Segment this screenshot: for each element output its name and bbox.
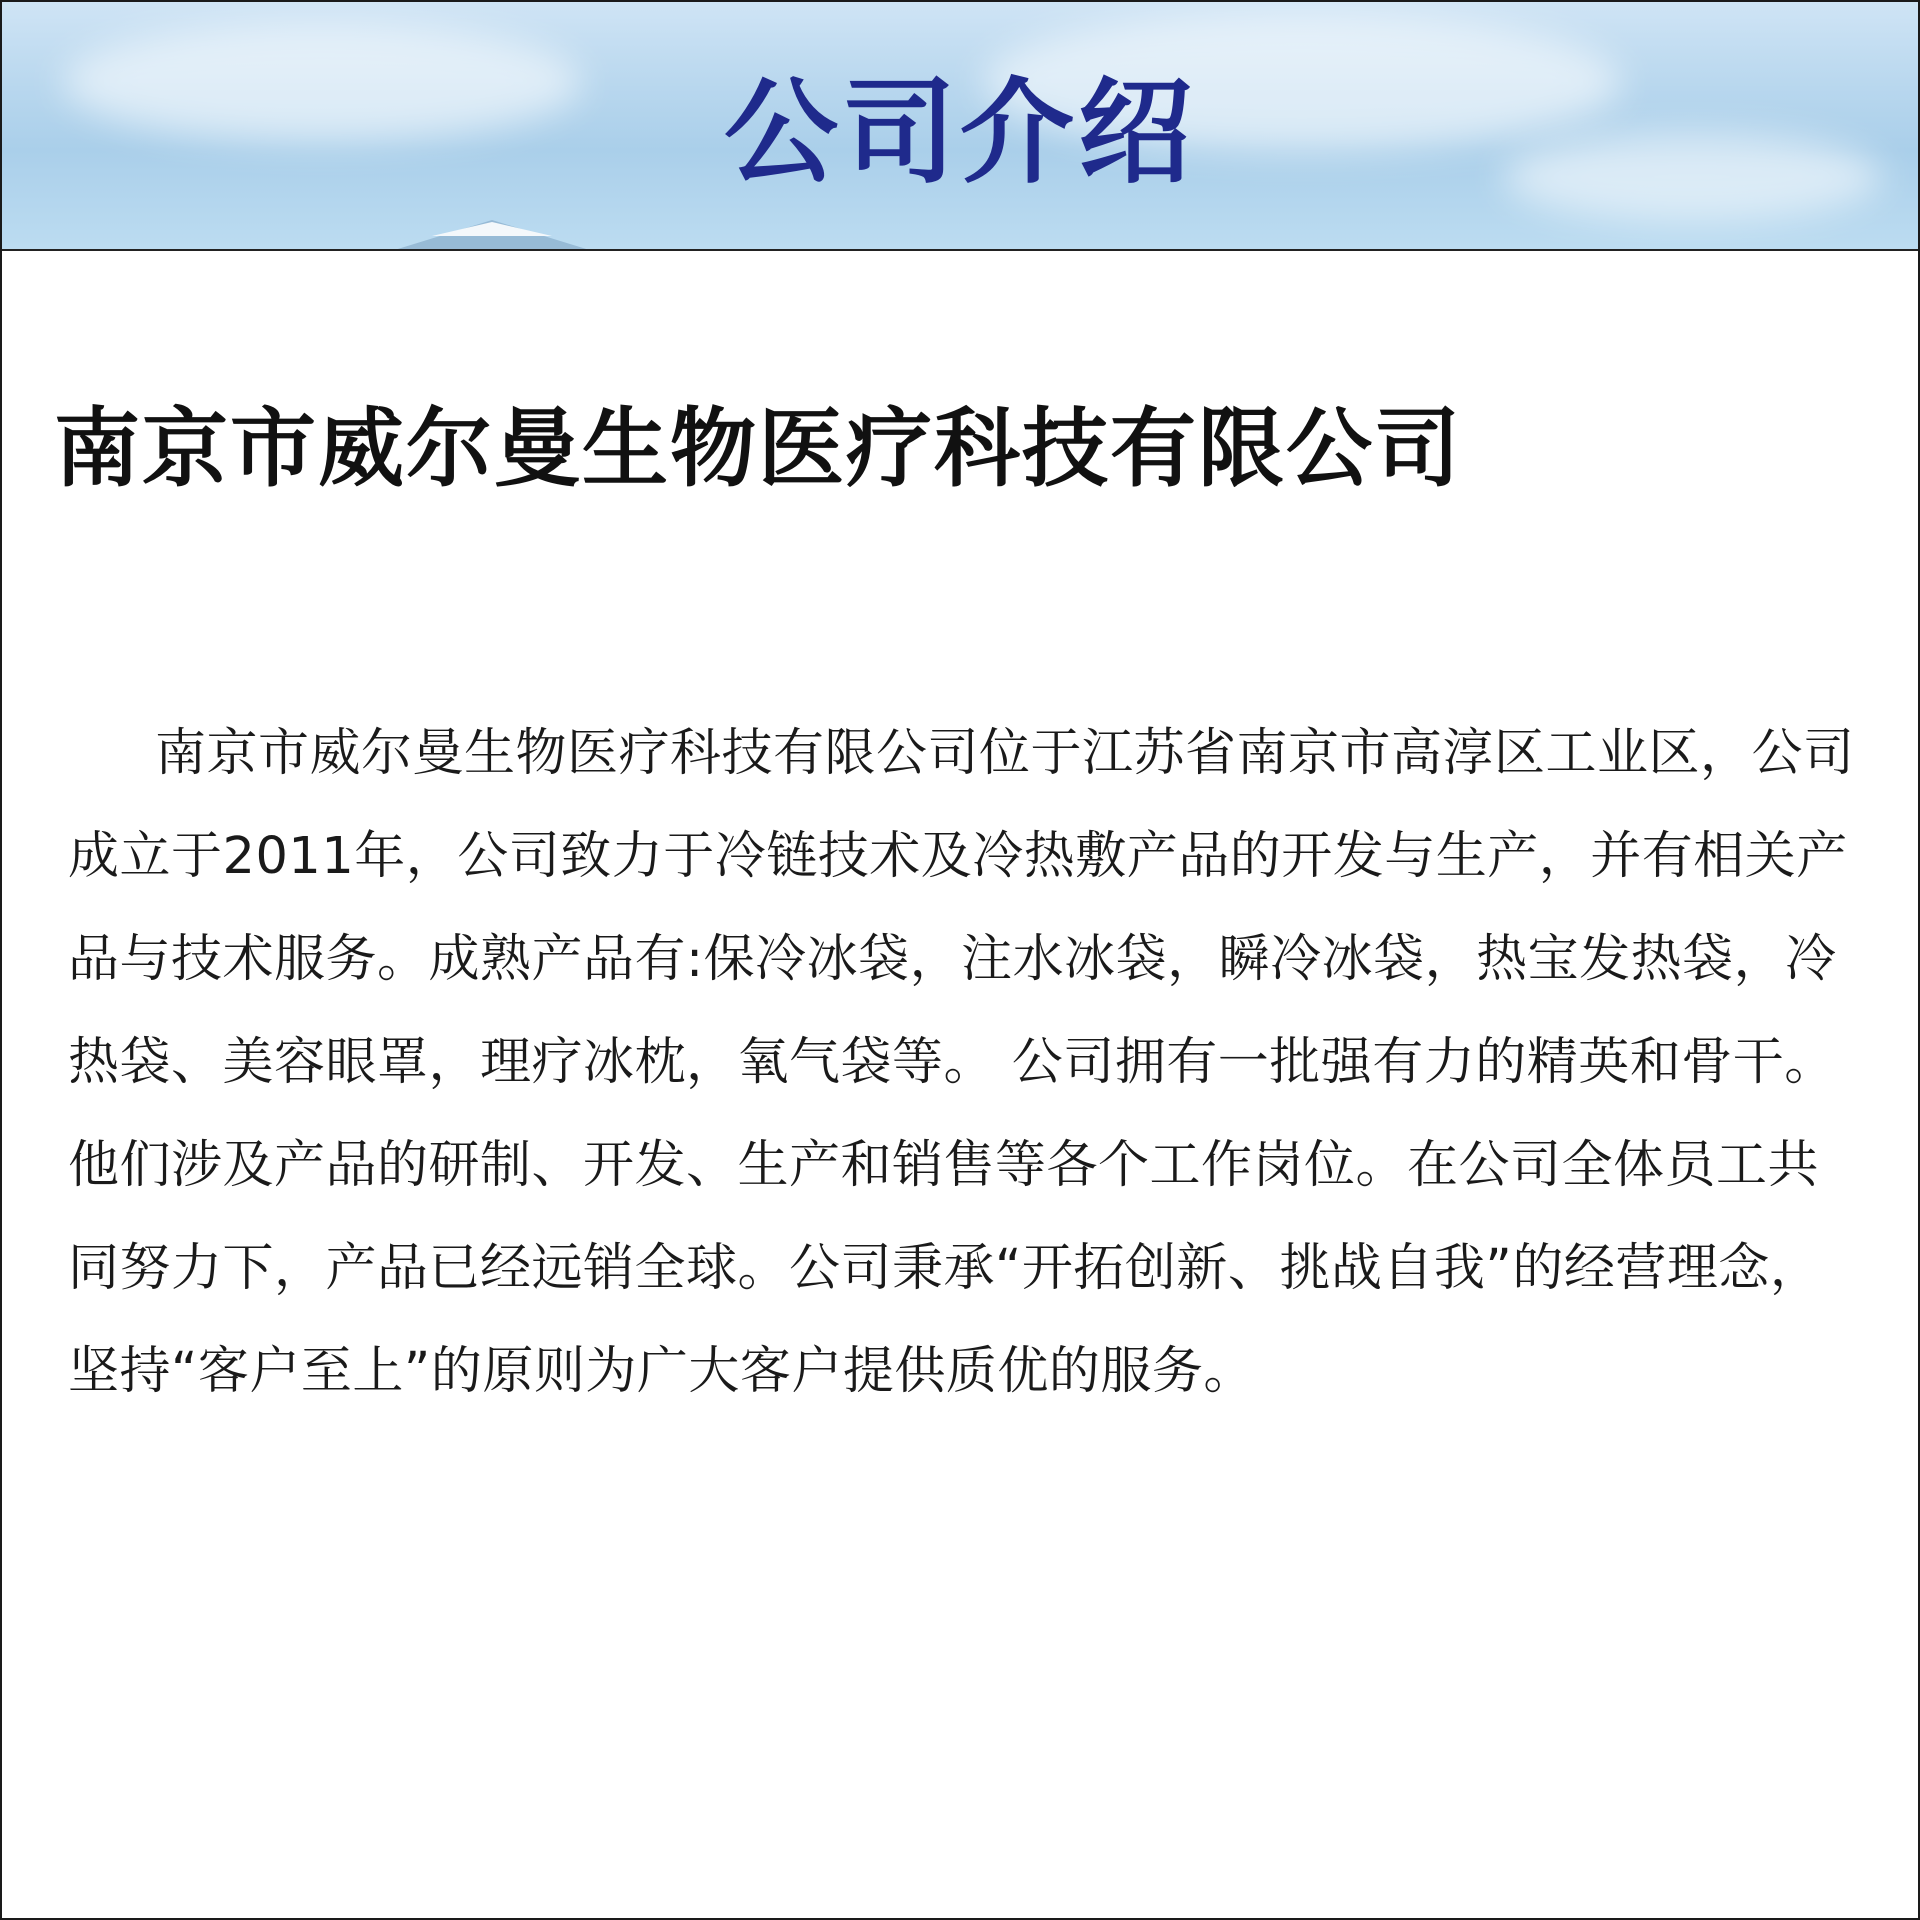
page-title: 公司介绍 bbox=[723, 66, 1196, 199]
company-intro-paragraph: 南京市威尔曼生物医疗科技有限公司位于江苏省南京市高淳区工业区，公司成立于2011年，公司致力于冷链技术及冷热敷产品的开发与生产，并有相关产品与技术服务。成熟产品有:保冷冰袋，注水冰袋，瞬冷冰袋，热宝发热袋，冷热袋、美容眼罩，理疗冰枕，氧气袋等。 公司拥有一批强有力的精英和骨干。他们涉及产品的研制、开发、生产和销售等各个工作岗位。在公司全体员工共同努力下，产品已经远销全球。公司秉承“开拓创新、挑战自我”的经营理念，坚持“客户至上”的原则为广大客户提供质优的服务。 bbox=[68, 724, 1855, 1401]
company-name-heading: 南京市威尔曼生物医疗科技有限公司 bbox=[54, 399, 1462, 499]
mountain-snow-graphic bbox=[432, 222, 552, 236]
header-banner bbox=[2, 2, 1918, 251]
